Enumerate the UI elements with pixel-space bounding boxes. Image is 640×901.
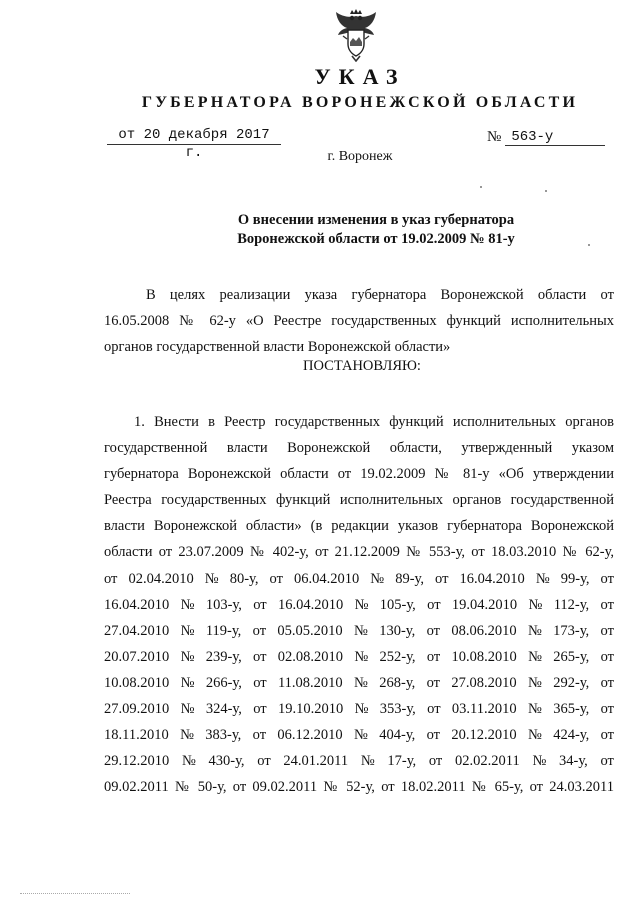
word: от [600, 596, 614, 613]
item-line [104, 435, 614, 461]
word: 16.04.2010 [459, 570, 525, 587]
word: 268-у, [379, 674, 416, 691]
word: 05.05.2010 [277, 622, 343, 639]
word: № [360, 753, 375, 770]
issuing-authority: ГУБЕРНАТОРА ВОРОНЕЖСКОЙ ОБЛАСТИ [141, 94, 579, 111]
word: государственной [104, 440, 208, 457]
word: 173-у, [553, 622, 590, 639]
word: от [427, 596, 441, 613]
word: от [600, 727, 614, 744]
word: № [354, 622, 368, 639]
word: 20.07.2010 [104, 648, 170, 665]
coat-of-arms-icon [333, 8, 379, 62]
word: 424-у, [553, 727, 590, 744]
word: № [528, 648, 542, 665]
subject-line-2: Воронежской области от 19.02.2009 № 81-у [237, 231, 515, 247]
item-line [104, 644, 614, 670]
preamble-line: органов государственной власти Воронежской области» [104, 339, 451, 355]
word: 239-у, [205, 648, 242, 665]
word: № [180, 674, 195, 691]
word: 19.10.2010 [277, 701, 344, 718]
word: 10.08.2010 [451, 648, 517, 665]
word: № [527, 727, 542, 744]
word: 16.04.2010 [277, 596, 344, 613]
scan-speck [480, 186, 482, 188]
document-subject [0, 211, 640, 249]
word: 17-у, [387, 753, 417, 770]
word: № [180, 622, 195, 639]
subject-line-1: О внесении изменения в указ губернатора [237, 212, 515, 228]
item-line: власти Воронежской области» (в редакции указов губернатора Воронежской [104, 518, 614, 535]
word: от [600, 648, 614, 665]
document-date: от 20 декабря 2017 г. [107, 126, 281, 145]
word: от [428, 753, 443, 770]
word: № [527, 622, 542, 639]
preamble-paragraph [104, 282, 614, 360]
word: реализации [219, 287, 291, 303]
item-line [104, 618, 614, 644]
item-line: 09.02.2011 № 50-у, от 09.02.2011 № 52-у, от 18.02.2011 № 65-у, от 24.03.2011 [104, 779, 614, 796]
word: от [426, 674, 441, 691]
word: 365-у, [553, 701, 590, 718]
word: от [252, 622, 267, 639]
word: от [104, 570, 118, 587]
word: 03.11.2010 [451, 701, 517, 718]
word: 324-у, [205, 701, 242, 718]
word: 130-у, [379, 622, 416, 639]
word: 27.08.2010 [451, 674, 517, 691]
item-line: Реестра государственных функций исполнительных органов государственной [104, 492, 614, 509]
word: от [435, 570, 449, 587]
word: № [528, 596, 543, 613]
word: 112-у, [553, 596, 590, 613]
word: указом [571, 440, 614, 457]
item-line [104, 696, 614, 722]
word: 404-у, [379, 727, 416, 744]
item-line [104, 670, 614, 696]
word: 29.12.2010 [104, 753, 170, 770]
word: от [600, 674, 614, 691]
item-line: 1. Внести в Реестр государственных функций исполнительных органов [134, 414, 614, 430]
word: от [253, 701, 267, 718]
word: 266-у, [205, 674, 242, 691]
word: 19.04.2010 [451, 596, 518, 613]
word: 27.09.2010 [104, 701, 170, 718]
word: области, [389, 440, 442, 457]
word: № [354, 596, 369, 613]
word: целях [169, 287, 206, 303]
word: 103-у, [205, 596, 242, 613]
word: 292-у, [553, 674, 590, 691]
word: от [427, 701, 441, 718]
word: 16.04.2010 [104, 596, 170, 613]
item-line: губернатора Воронежской области от 19.02.2009 № 81-у «Об утверждении [104, 466, 614, 483]
word: от [269, 570, 283, 587]
word: № [354, 701, 369, 718]
word: от [253, 674, 267, 691]
word: № [370, 570, 385, 587]
item-line [104, 748, 614, 774]
word: № [180, 596, 195, 613]
scan-speck [545, 190, 547, 192]
word: от [600, 622, 614, 639]
word: 11.08.2010 [277, 674, 343, 691]
word: от [600, 701, 614, 718]
word: 02.02.2011 [455, 753, 520, 770]
word: 89-у, [395, 570, 424, 587]
word: 02.04.2010 [128, 570, 194, 587]
document-number: 563-у [505, 128, 605, 146]
preamble-line [104, 282, 614, 308]
footer-separator [20, 893, 130, 894]
word: № [354, 648, 369, 665]
word: 06.12.2010 [277, 727, 343, 744]
word: № [527, 674, 542, 691]
word: от [257, 753, 271, 770]
word: 24.01.2011 [283, 753, 349, 770]
word: № [535, 570, 550, 587]
word: 34-у, [559, 753, 588, 770]
word: 08.06.2010 [451, 622, 517, 639]
number-sign: № [487, 129, 502, 145]
item-line [104, 566, 614, 592]
word: 119-у, [205, 622, 242, 639]
word: указа [304, 287, 338, 303]
word: от [253, 648, 267, 665]
word: 18.11.2010 [104, 727, 169, 744]
word: В [146, 287, 156, 303]
word: 99-у, [560, 570, 590, 587]
document-number-block [487, 126, 605, 146]
word: 353-у, [379, 701, 416, 718]
word: от [426, 727, 441, 744]
word: 105-у, [379, 596, 416, 613]
word: 06.04.2010 [293, 570, 360, 587]
word: Воронежской [287, 440, 371, 457]
item-line [104, 722, 614, 748]
word: власти [226, 440, 268, 457]
word: от [252, 727, 267, 744]
word: 383-у, [205, 727, 242, 744]
decree-word: ПОСТАНОВЛЯЮ: [303, 358, 421, 374]
word: 80-у, [229, 570, 259, 587]
word: губернатора [351, 287, 427, 303]
scan-speck [588, 244, 590, 246]
word: 252-у, [379, 648, 416, 665]
word: № [204, 570, 219, 587]
word: от [426, 648, 441, 665]
word: № [532, 753, 547, 770]
word: № [180, 648, 195, 665]
word: 02.08.2010 [277, 648, 344, 665]
word: утвержденный [461, 440, 553, 457]
word: 430-у, [208, 753, 245, 770]
word: № [181, 753, 196, 770]
word: области [537, 287, 587, 303]
word: от [426, 622, 440, 639]
document-title: УКАЗ [314, 64, 406, 89]
word: от [600, 753, 614, 770]
word: Воронежской [440, 287, 524, 303]
item-1-paragraph [104, 409, 614, 800]
word: № [354, 674, 368, 691]
preamble-line: 16.05.2008 № 62-у «О Реестре государственных функций исполнительных [104, 313, 614, 329]
word: 27.04.2010 [104, 622, 170, 639]
word: от [600, 287, 614, 303]
word: № [180, 727, 194, 744]
word: № [527, 701, 542, 718]
word: от [600, 570, 614, 587]
word: 20.12.2010 [451, 727, 517, 744]
word: от [253, 596, 267, 613]
document-city: г. Воронеж [327, 149, 393, 164]
word: № [354, 727, 368, 744]
item-line [104, 592, 614, 618]
word: № [180, 701, 195, 718]
word: 265-у, [553, 648, 590, 665]
item-line: области от 23.07.2009 № 402-у, от 21.12.2009 № 553-у, от 18.03.2010 № 62-у, [104, 544, 614, 561]
word: 10.08.2010 [104, 674, 170, 691]
